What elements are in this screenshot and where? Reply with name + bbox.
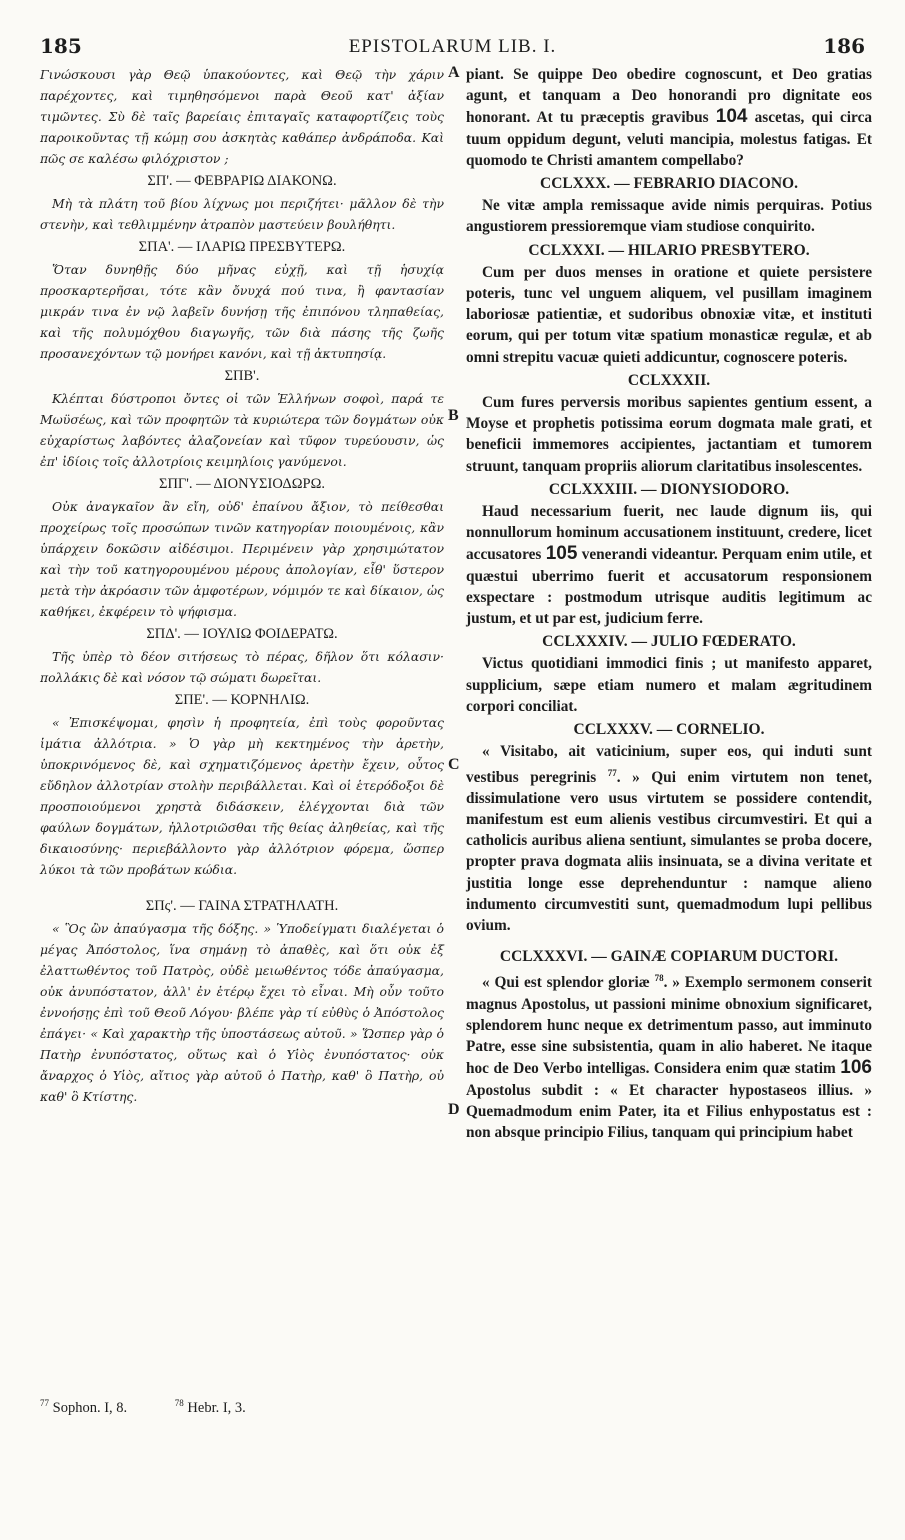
greek-letter-285: « Ἐπισκέψομαι, φησὶν ἡ προφητεία, ἐπὶ τοὺς φοροῦντας ἱμάτια ἀλλότρια. » Ὁ γὰρ μὴ κεκτημένος τὴν ἀρετὴν, ὑποκρινόμενος δὲ, καὶ σχηματιζόμενος ἀρετὴν ἔχειν, οὗτος εὔδηλον ἀλλοτρίαν στολὴν περιβάλλεται. Καὶ οἱ ἑτερόδοξοι δὲ προσποιούμενοι χρηστὰ διδάσκειν, ἐλέγχονται διὰ τῶν φαύλων δογμάτων, ἠλλοτριῶσθαι τῆς θείας ἀληθείας, καὶ τῆς δικαιοσύνης· περιεβάλλοντο γὰρ ἀλλότριον φόρεμα, ὥσπερ λύκοι τὰ τῶν προβάτων κώδια. [40,715,444,877]
footnote-ref-77: 77 [607,767,617,778]
latin-heading-286: CCLXXXVI. — GAINÆ COPIARUM DUCTORI. [499,948,839,966]
latin-column [466,64,872,1143]
page-header [0,34,905,64]
margin-letters [448,64,464,1164]
page-number-right: 186 [823,34,865,58]
greek-letter-280: Μὴ τὰ πλάτη τοῦ βίου λίχνως μοι περιζήτει· μᾶλλον δὲ τὴν στενὴν, καὶ τεθλιμμένην ἀτραπὸν μαστεύειν βουλήθητι. [40,196,444,232]
greek-letter-282: Κλέπται δύστροποι ὄντες οἱ τῶν Ἑλλήνων σοφοὶ, παρά τε Μωϋσέως, καὶ τῶν προφητῶν τὰ κυριώτερα τῶν δογμάτων οὐκ εὐχαρίστως λαβόντες ἀλαζονείαν καὶ τῦφον τυρεύουσιν, ὡς ἐπ' ἰδίοις τοῖς ἀλλοτρίοις κειμηλίοις γανύμενοι. [40,391,444,469]
latin-letter-284: Victus quotidiani immodici finis ; ut manifesto apparet, supplicium, sæpe etiam numero et malam ægritudinem corpori conciliat. [466,655,872,715]
greek-letter-286: « Ὃς ὢν ἀπαύγασμα τῆς δόξης. » Ὑποδείγματι διαλέγεται ὁ μέγας Ἀπόστολος, ἵνα σημάνῃ τὸ ἀπαθὲς, καὶ ὅτι οὐκ ἐξ ἐλαττωθέντος τοῦ Πατρὸς, οὐδὲ μειωθέντος τόδε ἀπαύγασμα, οὐκ ἀνυπόστατον, ἀλλ' ἐν ἑτέρῳ ἔχει τὸ εἶναι. Μὴ οὖν τοῦτο ἐννοήσῃς ἐπὶ τοῦ Θεοῦ Λόγου· βλέπε γὰρ τί εὐθὺς ὁ Ἀπόστολος ἐπάγει· « Καὶ χαρακτὴρ τῆς ὑποστάσεως αὐτοῦ. » Ὥσπερ γὰρ ὁ Πατὴρ ἐνυπόστατος, οὕτως καὶ ὁ Υἱὸς ἐνυπόστατος· οὐκ ἄναρχος ὁ Υἱὸς, αἴτιος γὰρ αὐτοῦ ὁ Πατὴρ, καθ' ὃ Πατὴρ, οὐ καθ' ὃ Κτίστης. [40,921,444,1104]
latin-letter-282: Cum fures perversis moribus sapientes gentium essent, a Moyse et prophetis potissima eorum dogmata male grati, et beneficii immemores accipientes, jactantiam et tumorem struunt, tanquam propriis aliorum claritatibus insolescentes. [466,394,872,475]
latin-letter-285: « Visitabo, ait vaticinium, super eos, qui induti sunt vestibus peregrinis $^{77}$. » Qui enim virtutem non tenet, dissimulatione vero usus virtutem se possidere contendit, manifestum est eum alienis vestibus circumvestiri. Et qui a catholicis auribus aliena sentiunt, simulantes se proba docere, propter prava dogmata aliis insinuata, se a divina veritate et justitia longe esse deprehenduntur : namque alieno indumento circumvestiti sunt, quemadmodum lupi pellibus ovium. [466,743,873,935]
greek-letter-283: Οὐκ ἀναγκαῖον ἂν εἴη, οὐδ' ἐπαίνου ἄξιον, τὸ πείθεσθαι προχείρως τοῖς προσώπων τινῶν κατηγορίαν ποιουμένοις, κἂν ὑπάρχειν δοκῶσιν αἰδέσιμοι. Περιμένειν γὰρ χρησιμώτατον καὶ τὴν τοῦ κατηγορουμένου μέρους ἀπολογίαν, εἶθ' ὕστερον μετὰ τὴν ἀκρόασιν τῶν ἀμφοτέρων, νόμιμόν τε καὶ δίκαιον, ὡς καθήκει, ἐκφέρειν τὸ ψήφισμα. [40,499,444,619]
greek-heading-283: ΣΠΓ'. — ΔΙΟΝΥΣΙΟΔΩΡΩ. [159,476,325,492]
margin-letter-b: B [448,407,459,424]
greek-letter-284: Τῆς ὑπὲρ τὸ δέον σιτήσεως τὸ πέρας, δῆλον ὅτι κόλασιν· πολλάκις δὲ καὶ νόσον τῷ σώματι δωρεῖται. [40,649,444,685]
latin-intro: piant. Se quippe Deo obedire cognoscunt, et Deo gratias agunt, et tanquam a Deo honorandi pro dignitate eos honorant. At tu præceptis gravibus 104 ascetas, qui circa tuum oppidum degunt, veluti mancipia, molestus fatigas. Et quomodo te Christi amantem compellabo? [466,66,873,169]
greek-letter-281: Ὅταν δυνηθῇς δύο μῆνας εὐχῇ, καὶ τῇ ἡσυχίᾳ προσκαρτερῆσαι, τότε κἂν ὄνυχά πού τινα, ἢ φαντασίαν μικράν τινα ἐν νῷ λαβεῖν δυνήσῃ τῆς ἐπιπόνου τληπαθείας, καὶ τῆς πολυμόχθου διαγωγῆς, τῶν διὰ πάσης τῆς ζωῆς προσανεχόντων τῷ μονήρει κανόνι, καὶ τῇ ἀκτυπησίᾳ. [40,262,444,361]
latin-heading-280: CCLXXX. — FEBRARIO DIACONO. [540,175,798,193]
greek-heading-280: ΣΠ'. — ΦΕΒΡΑΡΙΩ ΔΙΑΚΟΝΩ. [147,173,337,189]
greek-heading-282: ΣΠΒ'. [224,368,260,384]
page-number-left: 185 [40,34,82,58]
footnote-77: $^{77}$ Sophon. I, 8. [40,1398,128,1416]
footnotes [40,1398,860,1417]
margin-letter-a: A [448,64,460,81]
margin-letter-c: C [448,756,460,773]
footnote-ref-78: 78 [654,973,664,984]
latin-letter-286: « Qui est splendor gloriæ $^{78}$. » Exemplo sermonem conserit magnus Apostolus, ut passioni minime obnoxium significaret, splendorem hunc neque ex detrimentum passo, aut imminuto Patre, esse sine subsistentia, quam in alio haberet. Ne itaque hoc de Deo Verbo intelligas. Considera enim quæ statim 106 Apostolus subdit : « Et character hypostaseos illius. » Quemadmodum enim Pater, ita et Filius enhypostatus est : non absque principio Filius, tanquam qui principium habet [466,973,873,1141]
latin-heading-281: CCLXXXI. — HILARIO PRESBYTERO. [528,241,810,259]
latin-letter-281: Cum per duos menses in oratione et quiete persistere poteris, tunc vel unguem aliquem, vel pusillam imaginem laboriosæ patientiæ, et sudoribus obnoxiæ vitæ, et instituti eorum, qui per totum vitæ spatium monasticæ regulæ, et ab omni strepitu vacuæ quieti addicuntur, cognoscere poteris. [466,263,872,366]
latin-heading-282: CCLXXXII. [627,371,711,389]
column-marker-105: 105 [545,543,578,565]
latin-letter-283: Haud necessarium fuerit, nec laude dignum iis, qui nonnullorum hominum accusationem instituunt, credere, licet accusatores 105 venerandi videantur. Perquam enim utile, et quæstui uberrimo fuerit et accusatorum responsionem exspectare : postmodum utrisque auditis legitimum ac justum, et ut par est, judicium ferre. [466,503,872,628]
latin-heading-284: CCLXXXIV. — JULIO FŒDERATO. [542,633,796,651]
greek-heading-281: ΣΠΑ'. — ΙΛΑΡΙΩ ΠΡΕΣΒΥΤΕΡΩ. [138,239,346,255]
footnote-78: $^{78}$ Hebr. I, 3. [174,1398,246,1416]
greek-column [40,64,444,1107]
column-marker-104: 104 [715,106,748,128]
latin-heading-285: CCLXXXV. — CORNELIO. [573,721,765,739]
greek-heading-286: ΣΠς'. — ΓΑΙΝΑ ΣΤΡΑΤΗΛΑΤΗ. [145,898,339,914]
running-title: EPISTOLARUM LIB. I. [348,36,557,57]
greek-heading-284: ΣΠΔ'. — ΙΟΥΛΙΩ ΦΟΙΔΕΡΑΤΩ. [146,626,338,642]
margin-letter-d: D [448,1101,460,1118]
greek-intro: Γινώσκουσι γὰρ Θεῷ ὑπακούοντες, καὶ Θεῷ τὴν χάριν παρέχοντες, καὶ τιμηθησόμενοι παρὰ Θεοῦ κατ' ἀξίαν τιμῶντες. Σὺ δὲ ταῖς βαρείαις ἐπιταγαῖς καταφορτίζεις τοὺς παροικοῦντας τῇ κώμῃ σου ἀσκητὰς καθάπερ ἀνδράποδα. Καὶ πῶς σε καλέσω φιλόχριστον ; [40,67,444,166]
column-marker-106: 106 [840,1057,872,1079]
latin-letter-280: Ne vitæ ampla remissaque avide nimis perquiras. Potius angustiorem pressioremque viam studiose conquirito. [466,197,872,236]
latin-heading-283: CCLXXXIII. — DIONYSIODORO. [548,480,790,498]
greek-heading-285: ΣΠΕ'. — ΚΟΡΝΗΛΙΩ. [174,692,310,708]
